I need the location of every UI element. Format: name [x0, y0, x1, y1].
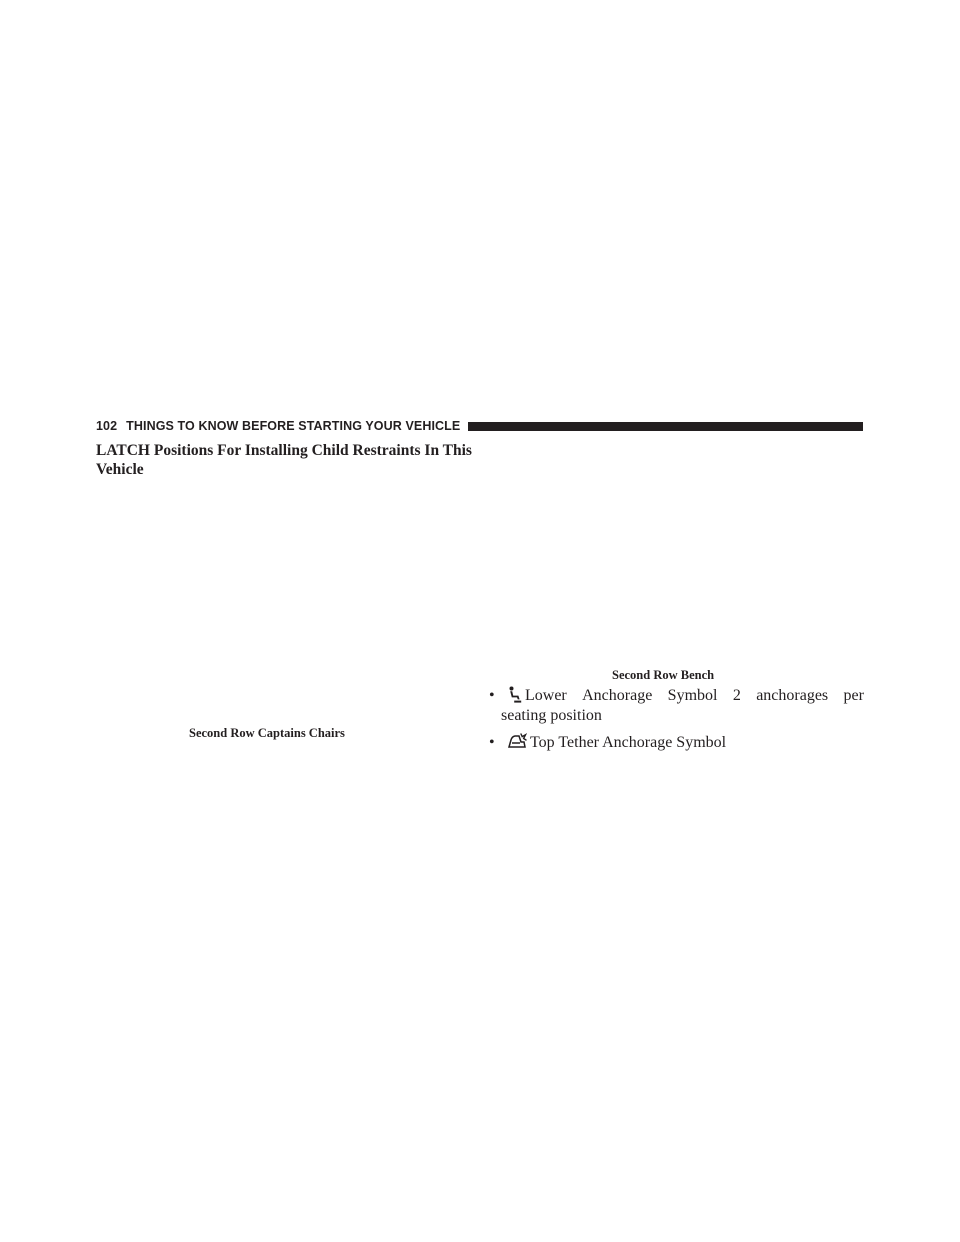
bullet-dot: •: [489, 734, 495, 751]
lower-anchorage-word-5: anchorages: [756, 687, 829, 704]
running-head: THINGS TO KNOW BEFORE STARTING YOUR VEHICLE: [126, 419, 461, 433]
page-header: [96, 419, 863, 433]
lower-anchorage-word-2: Anchorage: [582, 687, 653, 704]
lower-anchorage-word-6: per: [843, 687, 864, 704]
top-tether-label: Top Tether Anchorage Symbol: [530, 734, 727, 751]
lower-anchorage-line: [501, 686, 864, 706]
lower-anchorage-word-1: Lower: [525, 687, 567, 704]
top-tether-anchorage-symbol-icon: [508, 733, 527, 753]
section-title: LATCH Positions For Installing Child Restraints In This Vehicle: [96, 442, 472, 478]
lower-anchorage-word-3: Symbol: [667, 687, 718, 704]
anchorage-symbol-list: [491, 686, 864, 753]
list-item-lower-anchorage: [491, 686, 864, 725]
lower-anchorage-word-4: 2: [732, 687, 741, 704]
lower-anchorage-continuation: seating position: [501, 707, 602, 724]
top-tether-line: [501, 733, 864, 753]
header-rule: [468, 422, 863, 431]
lower-anchorage-symbol-icon: [508, 686, 522, 704]
bullet-dot: •: [489, 687, 495, 704]
list-item-top-tether: [491, 733, 864, 753]
caption-second-row-captains-chairs: Second Row Captains Chairs: [189, 726, 345, 740]
page-number: 102: [96, 419, 118, 433]
caption-second-row-bench: Second Row Bench: [612, 668, 715, 682]
